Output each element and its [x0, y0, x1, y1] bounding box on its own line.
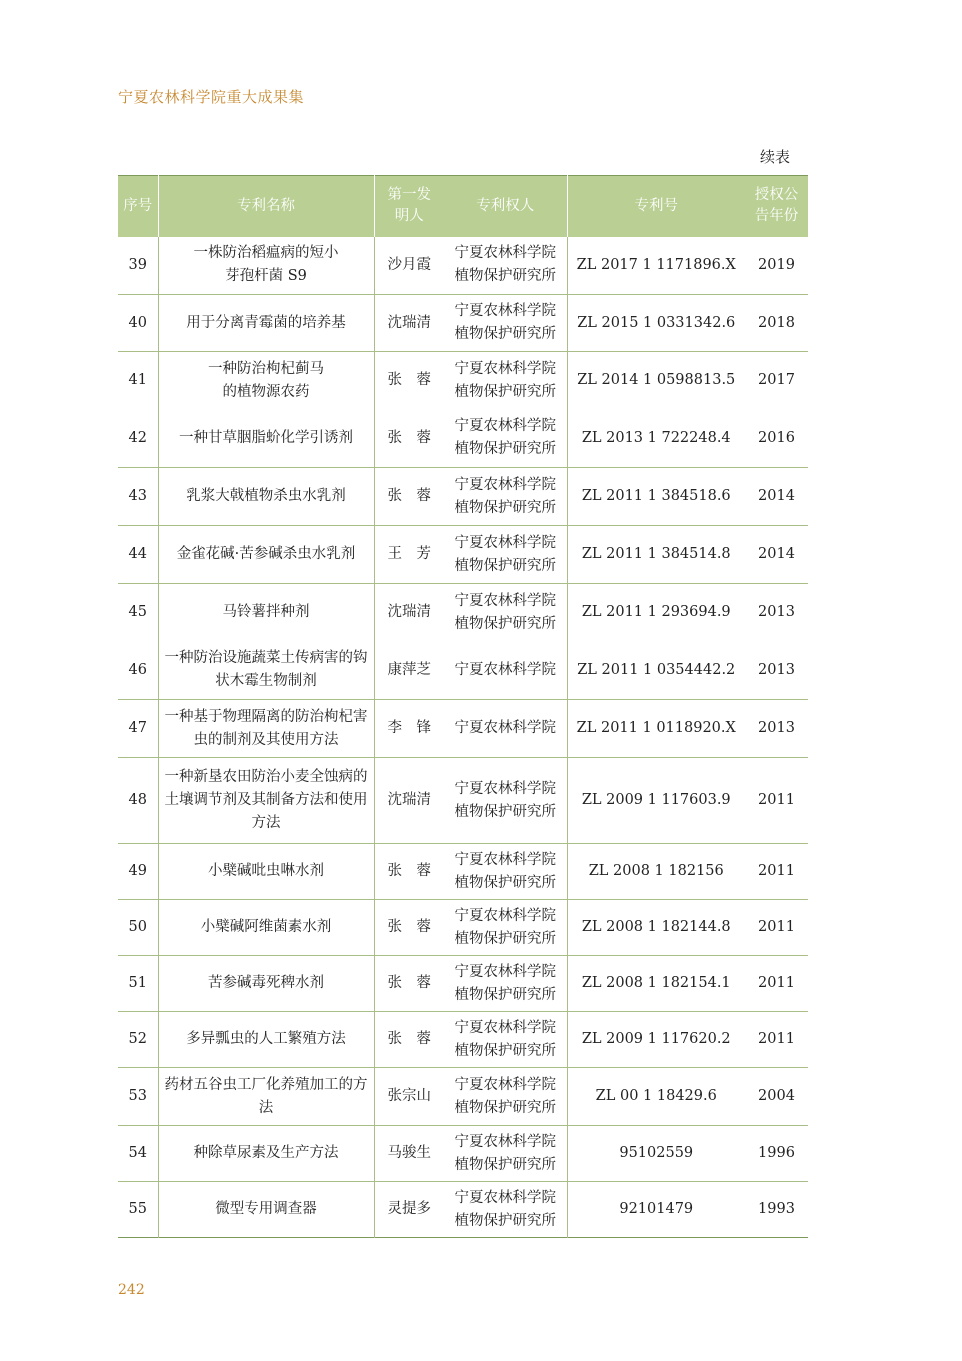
cell-owner: 宁夏农林科学院植物保护研究所 — [444, 526, 567, 584]
cell-no: 43 — [118, 468, 158, 526]
cell-no: 39 — [118, 237, 158, 295]
cell-patent: ZL 2008 1 182144.8 — [567, 900, 745, 956]
cell-inventor: 张 蓉 — [374, 468, 444, 526]
cell-year: 2013 — [745, 700, 808, 758]
cell-year: 2017 — [745, 352, 808, 410]
cell-name: 小檗碱吡虫啉水剂 — [158, 844, 374, 900]
cell-name: 一种防治枸杞蓟马的植物源农药 — [158, 352, 374, 410]
cell-name: 用于分离青霉菌的培养基 — [158, 295, 374, 352]
cell-inventor: 张宗山 — [374, 1068, 444, 1126]
table-row — [118, 1068, 808, 1126]
page-number: 242 — [118, 1282, 145, 1298]
patent-table — [118, 175, 808, 1238]
cell-year: 2016 — [745, 410, 808, 468]
cell-patent: ZL 2008 1 182154.1 — [567, 956, 745, 1012]
cell-patent: ZL 2013 1 722248.4 — [567, 410, 745, 468]
cell-owner: 宁夏农林科学院植物保护研究所 — [444, 468, 567, 526]
cell-year: 2011 — [745, 956, 808, 1012]
cell-name: 一株防治稻瘟病的短小芽孢杆菌 S9 — [158, 237, 374, 295]
col-header-year: 授权公告年份 — [754, 187, 799, 225]
table-body — [118, 237, 808, 1238]
cell-year: 2011 — [745, 1012, 808, 1068]
cell-name: 药材五谷虫工厂化养殖加工的方法 — [158, 1068, 374, 1126]
cell-no: 42 — [118, 410, 158, 468]
table-row — [118, 237, 808, 295]
cell-name: 马铃薯拌种剂 — [158, 584, 374, 642]
cell-year: 1993 — [745, 1182, 808, 1238]
cell-no: 46 — [118, 642, 158, 700]
cell-no: 51 — [118, 956, 158, 1012]
cell-patent: ZL 2009 1 117603.9 — [567, 758, 745, 844]
cell-no: 41 — [118, 352, 158, 410]
cell-patent: ZL 00 1 18429.6 — [567, 1068, 745, 1126]
col-header-patent: 专利号 — [634, 197, 678, 214]
cell-owner: 宁夏农林科学院植物保护研究所 — [444, 1126, 567, 1182]
cell-year: 2013 — [745, 584, 808, 642]
table-row — [118, 526, 808, 584]
cell-year: 2013 — [745, 642, 808, 700]
table-row — [118, 1126, 808, 1182]
cell-inventor: 张 蓉 — [374, 352, 444, 410]
cell-no: 44 — [118, 526, 158, 584]
cell-owner: 宁夏农林科学院 — [444, 700, 567, 758]
cell-inventor: 王 芳 — [374, 526, 444, 584]
cell-patent: ZL 2014 1 0598813.5 — [567, 352, 745, 410]
table-row — [118, 956, 808, 1012]
continued-label: 续表 — [760, 148, 791, 166]
cell-patent: ZL 2015 1 0331342.6 — [567, 295, 745, 352]
cell-patent: ZL 2011 1 0118920.X — [567, 700, 745, 758]
cell-inventor: 张 蓉 — [374, 1012, 444, 1068]
cell-year: 2011 — [745, 758, 808, 844]
table-row — [118, 844, 808, 900]
table-row — [118, 900, 808, 956]
table-row — [118, 1182, 808, 1238]
cell-owner: 宁夏农林科学院 — [444, 642, 567, 700]
cell-no: 52 — [118, 1012, 158, 1068]
cell-no: 40 — [118, 295, 158, 352]
cell-year: 1996 — [745, 1126, 808, 1182]
cell-owner: 宁夏农林科学院植物保护研究所 — [444, 237, 567, 295]
cell-no: 53 — [118, 1068, 158, 1126]
cell-year: 2004 — [745, 1068, 808, 1126]
col-header-name: 专利名称 — [158, 176, 374, 237]
cell-year: 2014 — [745, 468, 808, 526]
cell-inventor: 灵提多 — [374, 1182, 444, 1238]
cell-year: 2011 — [745, 844, 808, 900]
cell-year: 2019 — [745, 237, 808, 295]
col-header-inventor: 第一发明人 — [387, 187, 431, 225]
cell-name: 种除草尿素及生产方法 — [158, 1126, 374, 1182]
table-row — [118, 584, 808, 642]
cell-inventor: 沙月霞 — [374, 237, 444, 295]
cell-year: 2018 — [745, 295, 808, 352]
cell-patent: ZL 2017 1 1171896.X — [567, 237, 745, 295]
cell-name: 乳浆大戟植物杀虫水乳剂 — [158, 468, 374, 526]
cell-patent: 92101479 — [567, 1182, 745, 1238]
cell-no: 45 — [118, 584, 158, 642]
cell-owner: 宁夏农林科学院植物保护研究所 — [444, 295, 567, 352]
table-header — [118, 176, 808, 237]
cell-no: 47 — [118, 700, 158, 758]
cell-patent: 95102559 — [567, 1126, 745, 1182]
cell-name: 金雀花碱·苦参碱杀虫水乳剂 — [158, 526, 374, 584]
cell-patent: ZL 2011 1 293694.9 — [567, 584, 745, 642]
col-header-no: 序号 — [118, 176, 158, 237]
cell-name: 一种甘草胭脂蚧化学引诱剂 — [158, 410, 374, 468]
cell-owner: 宁夏农林科学院植物保护研究所 — [444, 352, 567, 410]
cell-owner: 宁夏农林科学院植物保护研究所 — [444, 844, 567, 900]
cell-patent: ZL 2008 1 182156 — [567, 844, 745, 900]
table-row — [118, 468, 808, 526]
cell-no: 49 — [118, 844, 158, 900]
cell-inventor: 沈瑞清 — [374, 584, 444, 642]
cell-owner: 宁夏农林科学院植物保护研究所 — [444, 758, 567, 844]
cell-name: 一种防治设施蔬菜土传病害的钩状木霉生物制剂 — [158, 642, 374, 700]
cell-inventor: 马骏生 — [374, 1126, 444, 1182]
cell-no: 55 — [118, 1182, 158, 1238]
table-row — [118, 642, 808, 700]
table-row — [118, 700, 808, 758]
cell-owner: 宁夏农林科学院植物保护研究所 — [444, 1012, 567, 1068]
cell-name: 小檗碱阿维菌素水剂 — [158, 900, 374, 956]
cell-owner: 宁夏农林科学院植物保护研究所 — [444, 410, 567, 468]
col-header-owner: 专利权人 — [444, 176, 567, 237]
cell-patent: ZL 2009 1 117620.2 — [567, 1012, 745, 1068]
cell-name: 一种基于物理隔离的防治枸杞害虫的制剂及其使用方法 — [158, 700, 374, 758]
cell-inventor: 李 锋 — [374, 700, 444, 758]
table-row — [118, 352, 808, 410]
cell-no: 50 — [118, 900, 158, 956]
cell-owner: 宁夏农林科学院植物保护研究所 — [444, 1182, 567, 1238]
cell-no: 48 — [118, 758, 158, 844]
running-title: 宁夏农林科学院重大成果集 — [118, 88, 305, 106]
cell-patent: ZL 2011 1 0354442.2 — [567, 642, 745, 700]
cell-inventor: 张 蓉 — [374, 956, 444, 1012]
cell-patent: ZL 2011 1 384514.8 — [567, 526, 745, 584]
cell-inventor: 张 蓉 — [374, 844, 444, 900]
cell-year: 2011 — [745, 900, 808, 956]
cell-inventor: 张 蓉 — [374, 900, 444, 956]
cell-name: 一种新垦农田防治小麦全蚀病的土壤调节剂及其制备方法和使用方法 — [158, 758, 374, 844]
cell-owner: 宁夏农林科学院植物保护研究所 — [444, 956, 567, 1012]
cell-inventor: 沈瑞清 — [374, 295, 444, 352]
cell-owner: 宁夏农林科学院植物保护研究所 — [444, 584, 567, 642]
cell-inventor: 张 蓉 — [374, 410, 444, 468]
cell-no: 54 — [118, 1126, 158, 1182]
cell-name: 多异瓢虫的人工繁殖方法 — [158, 1012, 374, 1068]
table-row — [118, 1012, 808, 1068]
cell-inventor: 康萍芝 — [374, 642, 444, 700]
table-row — [118, 295, 808, 352]
cell-patent: ZL 2011 1 384518.6 — [567, 468, 745, 526]
cell-name: 苦参碱毒死稗水剂 — [158, 956, 374, 1012]
cell-year: 2014 — [745, 526, 808, 584]
cell-inventor: 沈瑞清 — [374, 758, 444, 844]
header-row — [118, 176, 808, 237]
table-row — [118, 410, 808, 468]
cell-name: 微型专用调查器 — [158, 1182, 374, 1238]
table-row — [118, 758, 808, 844]
cell-owner: 宁夏农林科学院植物保护研究所 — [444, 1068, 567, 1126]
cell-owner: 宁夏农林科学院植物保护研究所 — [444, 900, 567, 956]
